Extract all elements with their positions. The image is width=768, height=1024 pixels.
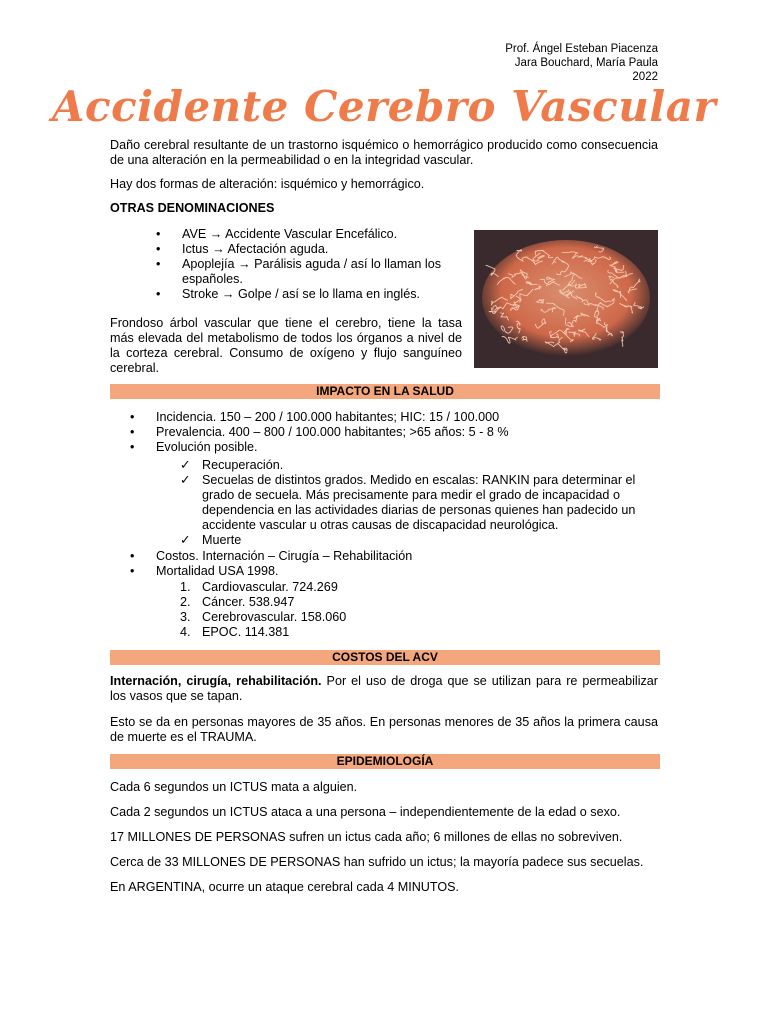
author-year: 2022 xyxy=(632,71,658,83)
bullet-icon: • xyxy=(156,242,161,256)
age-paragraph: Esto se da en personas mayores de 35 años. En personas menores de 35 años la primera causa de muerte es el TRAUMA. xyxy=(110,715,658,744)
author-line-2: Jara Bouchard, María Paula xyxy=(514,57,658,69)
list-item: • AVE → Accidente Vascular Encefálico. xyxy=(156,227,398,241)
impacto-list xyxy=(130,410,660,455)
ranking-item: 2. Cáncer. 538.947 xyxy=(180,595,295,609)
bullet-icon: • xyxy=(130,549,135,563)
cerebral-vasculature-image xyxy=(474,230,658,368)
epidemiology-line: Cada 6 segundos un ICTUS mata a alguien. xyxy=(110,780,358,794)
bullet-icon: • xyxy=(130,440,135,454)
bullet-icon: • xyxy=(130,410,135,424)
impacto-list-2 xyxy=(130,549,660,579)
bullet-icon: • xyxy=(156,257,161,271)
ranking-item: 4. EPOC. 114.381 xyxy=(180,625,290,639)
epidemiology-line: 17 MILLONES DE PERSONAS sufren un ictus cada año; 6 millones de ellas no sobreviven. xyxy=(110,830,623,844)
check-icon: ✓ xyxy=(180,458,191,472)
ranking-item: 3. Cerebrovascular. 158.060 xyxy=(180,610,347,624)
check-item: ✓ Secuelas de distintos grados. Medido en escalas: RANKIN para determinar el grado de secuela. Más precisamente para medir el grado de incapacidad o dependencia en las actividades diarias de personas quienes han padecido un accidente vascular u otras causas de discapacidad neurológica. xyxy=(180,473,636,532)
author-line-1: Prof. Ángel Esteban Piacenza xyxy=(505,43,658,55)
check-item: ✓ Muerte xyxy=(180,533,242,547)
check-icon: ✓ xyxy=(180,473,191,487)
list-item: • Incidencia. 150 – 200 / 100.000 habitantes; HIC: 15 / 100.000 xyxy=(130,410,500,424)
bullet-icon: • xyxy=(156,287,161,301)
author-block xyxy=(505,42,658,84)
definition-paragraph: Daño cerebral resultante de un trastorno isquémico o hemorrágico producido como consecuencia de una alteración en la permeabilidad o en la integridad vascular. xyxy=(110,138,658,167)
bullet-icon: • xyxy=(156,227,161,241)
list-item: • Costos. Internación – Cirugía – Rehabilitación xyxy=(130,549,413,563)
epidemiology-line: Cada 2 segundos un ICTUS ataca a una persona – independientemente de la edad o sexo. xyxy=(110,805,621,819)
section-band-impacto: IMPACTO EN LA SALUD xyxy=(110,384,660,399)
list-item: • Prevalencia. 400 – 800 / 100.000 habitantes; >65 años: 5 - 8 % xyxy=(130,425,509,439)
otras-heading: OTRAS DENOMINACIONES xyxy=(110,201,275,215)
section-band-costos: COSTOS DEL ACV xyxy=(110,650,660,665)
ranking-item: 1. Cardiovascular. 724.269 xyxy=(180,580,338,594)
check-icon: ✓ xyxy=(180,533,191,547)
document-title: Accidente Cerebro Vascular xyxy=(51,82,717,131)
list-item: • Stroke → Golpe / así se lo llama en inglés. xyxy=(156,287,420,301)
epidemiology-line: En ARGENTINA, ocurre un ataque cerebral cada 4 MINUTOS. xyxy=(110,880,460,894)
check-item: ✓ Recuperación. xyxy=(180,458,284,472)
otras-list xyxy=(156,227,456,302)
section-band-epidemiologia: EPIDEMIOLOGÍA xyxy=(110,754,660,769)
list-item: • Ictus → Afectación aguda. xyxy=(156,242,329,256)
list-item: • Mortalidad USA 1998. xyxy=(130,564,279,578)
bullet-icon: • xyxy=(130,564,135,578)
costos-paragraph: Internación, cirugía, rehabilitación. Por el uso de droga que se utilizan para re permeabilizar los vasos que se tapan. xyxy=(110,674,658,703)
vascular-paragraph: Frondoso árbol vascular que tiene el cerebro, tiene la tasa más elevada del metabolismo de todos los órganos a nivel de la corteza cerebral. Consumo de oxígeno y flujo sanguíneo cerebral. xyxy=(110,316,462,375)
bullet-icon: • xyxy=(130,425,135,439)
brain-vessels-illustration xyxy=(474,230,658,368)
epidemiology-line: Cerca de 33 MILLONES DE PERSONAS han sufrido un ictus; la mayoría padece sus secuelas. xyxy=(110,855,644,869)
list-item: • Evolución posible. xyxy=(130,440,258,454)
forms-paragraph: Hay dos formas de alteración: isquémico y hemorrágico. xyxy=(110,177,425,191)
list-item: • Apoplejía → Parálisis aguda / así lo llaman los españoles. xyxy=(156,257,442,286)
